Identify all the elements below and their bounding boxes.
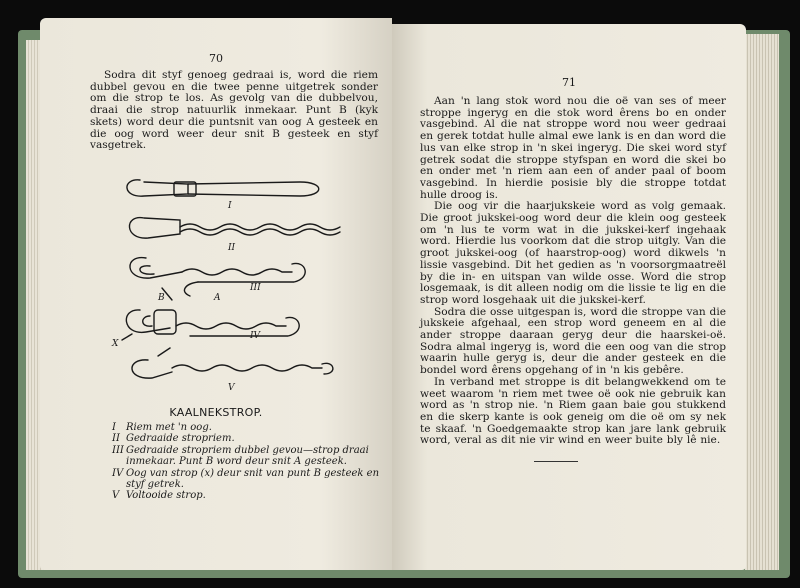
figure-label: I bbox=[228, 201, 232, 211]
legend-number: II bbox=[112, 433, 120, 445]
page-number: 71 bbox=[562, 76, 576, 89]
section-divider bbox=[534, 461, 578, 462]
legend-item bbox=[112, 468, 392, 491]
paragraph: Aan 'n lang stok word nou die oë van ses of meer stroppe ingeryg en die stok word êrens bo en onder vasgebind. Al die nat stroppe word nou weer gedraai en gerek totdat hulle almal ewe lank is en dan word die lus van elke strop in 'n skei ingeryg. Die skei word styf getrek sodat die stroppe styfspan en word die skei bo en onder met 'n riem aan een of ander paal of boom vasgebind. In hierdie posisie bly die stroppe totdat hulle droog is. bbox=[420, 95, 726, 201]
legend-text: Oog van strop (x) deur snit van punt B gesteek en styf getrek. bbox=[126, 467, 380, 491]
figure-strop-4 bbox=[122, 310, 299, 340]
legend-number: I bbox=[112, 422, 116, 433]
figure-label: IV bbox=[250, 331, 261, 341]
figure-label: X bbox=[112, 339, 119, 349]
figure-label: III bbox=[250, 283, 261, 293]
legend-text: Voltooide strop. bbox=[126, 490, 206, 502]
figure-label: II bbox=[228, 243, 236, 253]
figure-legend bbox=[112, 422, 392, 502]
left-page bbox=[40, 18, 392, 570]
legend-number: V bbox=[112, 490, 120, 502]
paragraph: Sodra die osse uitgespan is, word die stroppe van die jukskeie afgehaal, een strop word geneem en al die ander stroppe daaraan geryg deur die haarskei-oë. Sodra almal ingeryg is, word die een oog van die strop waarin hulle geryg is, deur die ander gesteek en die bondel word êrens opgehang of in 'n kis gebêre. bbox=[420, 305, 726, 377]
figure-strop-1 bbox=[127, 180, 319, 196]
figure-label: V bbox=[228, 383, 235, 390]
legend-item bbox=[112, 433, 392, 444]
paragraph: Die oog vir die haarjukskeie word as volg gemaak. Die groot jukskei-oog word deur die klein oog gesteek om 'n lus te vorm wat in die jukskei-kerf ingehaak word. Hierdie lus voorkom dat die strop uitgly. Van die groot jukskei-oog (of haarstrop-oog) word dikwels 'n lissie vasgebind. Dit het gedien as 'n voorsorgmaatreël by die in- en uitspan van wilde osse. Word die strop losgemaak, is dit alleen nodig om die lissie te lig en die strop word losgehaak uit die jukskei-kerf. bbox=[420, 200, 726, 306]
paragraph: Sodra dit styf genoeg gedraai is, word die riem dubbel gevou en die twee penne uitgetrek sonder om die strop te los. As gevolg van die dubbelvou, draai die strop natuurlik inmekaar. Punt B (kyk skets) word deur die puntsnit van oog A gesteek en die oog word weer deur snit B gesteek en styf vasgetrek. bbox=[90, 69, 378, 152]
right-page bbox=[392, 24, 746, 570]
paragraph: In verband met stroppe is dit belangwekkend om te weet waarom 'n riem met twee oë ook nie gebruik kan word as 'n strop nie. 'n Riem gaan baie gou stukkend en die skerp kante is ook geneig om die oë om sy nek te skaaf. 'n Goedgemaakte strop kan jare lank gebruik word, veral as dit nie vir wind en weer buite bly lê nie. bbox=[420, 375, 726, 447]
legend-number: III bbox=[112, 444, 124, 456]
figure-strop-5 bbox=[132, 348, 333, 378]
legend-item bbox=[112, 490, 392, 501]
legend-text: Riem met 'n oog. bbox=[126, 422, 212, 433]
rope-strop-illustration bbox=[110, 160, 380, 390]
legend-text: Gedraaide stropriem. bbox=[126, 433, 235, 445]
left-paragraph bbox=[90, 70, 378, 152]
figure-label: A bbox=[214, 293, 221, 303]
legend-text: Gedraaide stropriem dubbel gevou—strop draai inmekaar. Punt B word deur snit A gesteek. bbox=[126, 444, 369, 468]
legend-item bbox=[112, 445, 392, 468]
figure-label: B bbox=[158, 293, 165, 303]
legend-item bbox=[112, 422, 392, 433]
right-text-block bbox=[420, 96, 726, 447]
figure-strop-2 bbox=[129, 218, 340, 239]
page-number: 70 bbox=[209, 52, 223, 65]
legend-number: IV bbox=[112, 467, 124, 479]
figure-caption: KAALNEKSTROP. bbox=[169, 406, 263, 419]
page-stack-right bbox=[745, 34, 779, 570]
